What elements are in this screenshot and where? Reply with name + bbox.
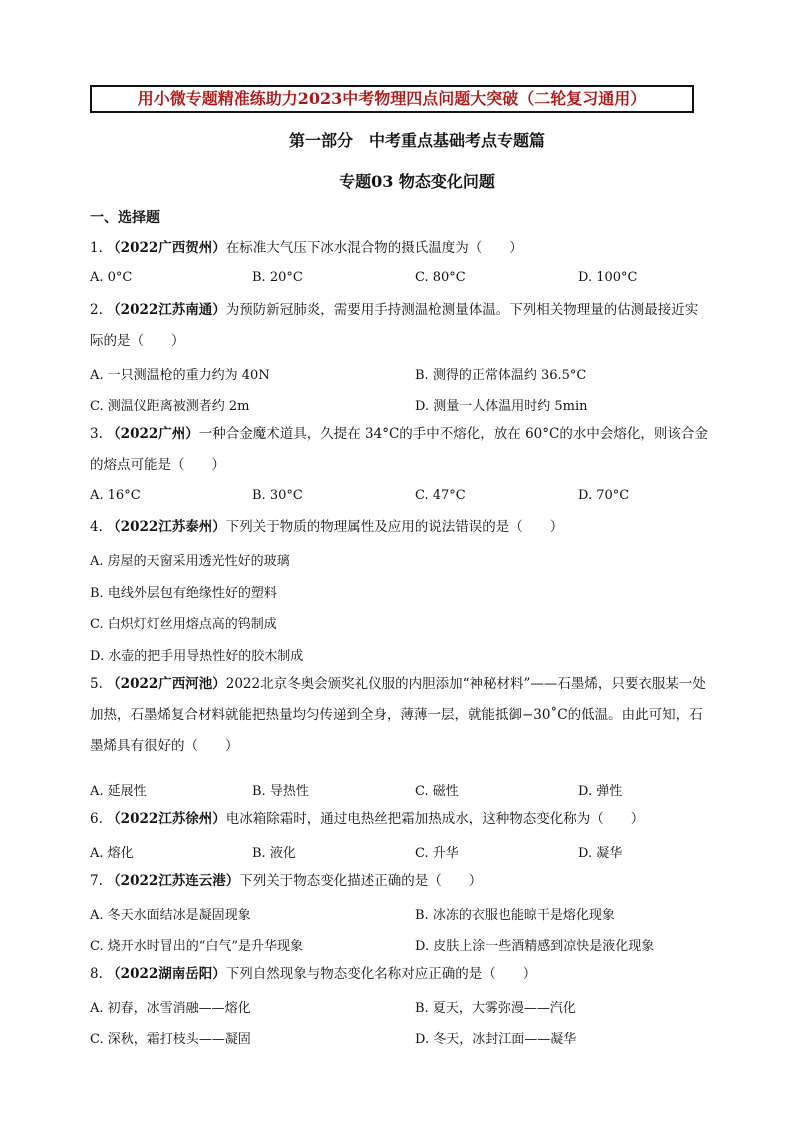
option-b: B. 测得的正常体温约 36.5°C [415,368,587,383]
option-b: B. 夏天，大雾弥漫——汽化 [415,1001,576,1016]
question-source: （2022广西河池） [107,676,226,692]
topic-title: 专题03 物态变化问题 [339,172,495,191]
question-number: 5. [90,676,108,692]
question-source: （2022广州） [107,426,199,442]
question-text: 为预防新冠肺炎，需要用手持测温枪测量体温。下列相关物理量的估测最接近实际的是（ ） [90,302,699,349]
option-c: C. 烧开水时冒出的“白气”是升华现象 [90,939,304,954]
option-a: A. 延展性 [90,784,147,799]
option-a: A. 房屋的天窗采用透光性好的玻璃 [90,554,290,569]
option-c: C. 深秋，霜打枝头——凝固 [90,1032,251,1047]
option-d: D. 测量一人体温用时约 5min [415,399,588,414]
question-6 [90,804,710,835]
question-text: 一种合金魔术道具，久提在 34°C的手中不熔化，放在 60°C的水中会熔化，则该合金的熔点可能是（ ） [90,426,708,473]
option-b: B. 液化 [252,846,296,861]
series-banner: 用小微专题精准练助力2023中考物理四点问题大突破（二轮复习通用） [90,85,694,113]
question-7 [90,866,710,897]
option-d: D. 水壶的把手用导热性好的胶木制成 [90,649,304,664]
question-number: 2. [90,302,108,318]
option-b: B. 30°C [252,488,303,503]
option-b: B. 电线外层包有绝缘性好的塑料 [90,586,277,601]
question-source: （2022广西贺州） [107,240,226,256]
question-source: （2022江苏徐州） [107,811,226,827]
question-number: 1. [90,240,108,256]
question-text: 下列自然现象与物态变化名称对应正确的是（ ） [225,966,537,982]
option-a: A. 冬天水面结冰是凝固现象 [90,908,251,923]
option-c: C. 80°C [415,270,466,285]
question-source: （2022江苏南通） [107,302,226,318]
question-5 [90,669,710,762]
question-number: 6. [90,811,108,827]
question-source: （2022湖南岳阳） [107,966,226,982]
option-b: B. 20°C [252,270,303,285]
option-a: A. 16°C [90,488,141,503]
question-text: 2022北京冬奥会颁奖礼仪服的内胆添加“神秘材料”——石墨烯，只要衣服某一处加热，石墨烯复合材料就能把热量均匀传递到全身，薄薄一层，就能抵御−30˚C的低温。由此可知，石墨烯具有很好的（ ） [90,676,706,754]
option-c: C. 升华 [415,846,459,861]
question-1 [90,233,710,264]
option-c: C. 磁性 [415,784,459,799]
question-number: 3. [90,426,108,442]
question-2 [90,295,710,357]
option-d: D. 70°C [578,488,630,503]
option-a: A. 初春，冰雪消融——熔化 [90,1001,251,1016]
question-number: 8. [90,966,108,982]
question-text: 下列关于物质的物理属性及应用的说法错误的是（ ） [225,519,564,535]
question-number: 4. [90,519,108,535]
option-d: D. 凝华 [578,846,623,861]
question-3 [90,419,710,481]
option-d: D. 100°C [578,270,638,285]
question-text: 电冰箱除霜时，通过电热丝把霜加热成水，这种物态变化称为（ ） [225,811,645,827]
option-d: D. 弹性 [578,784,623,799]
option-d: D. 皮肤上涂一些酒精感到凉快是液化现象 [415,939,655,954]
option-a: A. 一只测温枪的重力约为 40N [90,368,270,383]
section-heading: 一、选择题 [90,210,160,226]
question-source: （2022江苏连云港） [107,873,240,889]
option-d: D. 冬天，冰封江面——凝华 [415,1032,577,1047]
option-b: B. 冰冻的衣服也能晾干是熔化现象 [415,908,615,923]
question-text: 下列关于物态变化描述正确的是（ ） [239,873,483,889]
option-b: B. 导热性 [252,784,309,799]
option-c: C. 测温仪距离被测者约 2m [90,399,250,414]
option-a: A. 熔化 [90,846,134,861]
question-4 [90,512,710,543]
question-8 [90,959,710,990]
option-c: C. 白炽灯灯丝用熔点高的钨制成 [90,617,277,632]
question-text: 在标准大气压下冰水混合物的摄氏温度为（ ） [225,240,523,256]
question-source: （2022江苏泰州） [107,519,226,535]
question-number: 7. [90,873,108,889]
part-title: 第一部分 中考重点基础考点专题篇 [288,131,545,150]
option-a: A. 0°C [90,270,133,285]
option-c: C. 47°C [415,488,466,503]
